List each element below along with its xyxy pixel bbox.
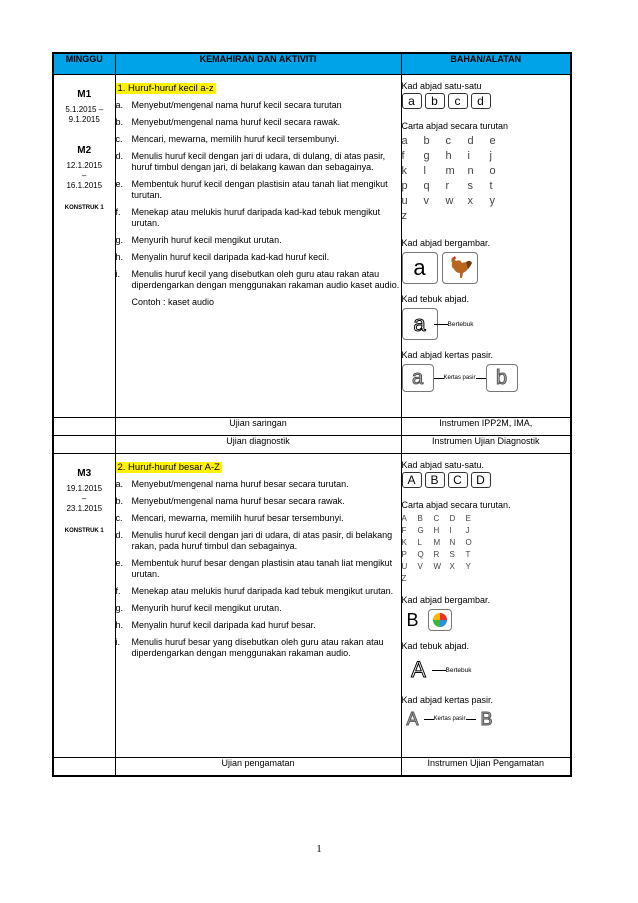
activity-item bbox=[116, 530, 401, 552]
activity-letter: d. bbox=[115, 151, 124, 161]
chart-letter: n bbox=[467, 165, 474, 177]
konstruk-label: KONSTRUK 1 bbox=[64, 205, 104, 211]
activity-letter: h. bbox=[115, 252, 124, 262]
activity-item bbox=[116, 134, 401, 145]
activity-text: Menyalin huruf kecil daripada kad huruf besar. bbox=[131, 620, 316, 630]
kertas-pasir-cards bbox=[402, 709, 571, 729]
activity-item bbox=[116, 558, 401, 580]
activity-letter: i. bbox=[115, 637, 120, 647]
chart-letter: Y bbox=[465, 562, 471, 571]
activity-list bbox=[116, 100, 401, 291]
section-1-row bbox=[53, 75, 571, 418]
activity-letter: b. bbox=[115, 117, 124, 127]
chart-letter: k bbox=[401, 165, 407, 177]
kp-letter: b bbox=[495, 366, 508, 389]
activity-letter: b. bbox=[115, 496, 124, 506]
ball-picture bbox=[428, 609, 452, 631]
activity-text: Menyebut/mengenal nama huruf besar secara rawak. bbox=[131, 496, 345, 506]
chart-letter: t bbox=[489, 180, 493, 192]
activity-text: Mencari, mewarna, memilih huruf kecil tersembunyi. bbox=[131, 134, 340, 144]
kp-label: Kertas pasir bbox=[433, 716, 466, 722]
week-cell-3 bbox=[53, 454, 115, 758]
week-dates bbox=[54, 484, 115, 514]
activity-item bbox=[116, 117, 401, 128]
activity-item bbox=[116, 620, 401, 631]
chart-letter: d bbox=[467, 135, 474, 147]
tebuk-letter-card bbox=[402, 308, 438, 340]
activity-letter: h. bbox=[115, 620, 124, 630]
activity-item bbox=[116, 207, 401, 229]
date-line: 9.1.2015 bbox=[68, 115, 100, 124]
material-label: Carta abjad secara turutan bbox=[401, 121, 509, 131]
material-label: Kad tebuk abjad. bbox=[401, 641, 470, 651]
activity-letter: g. bbox=[115, 235, 124, 245]
page-number: 1 bbox=[316, 843, 322, 855]
activity-letter: e. bbox=[115, 558, 124, 568]
chart-letter: R bbox=[433, 550, 440, 559]
activity-text: Menyebut/mengenal nama huruf kecil secara rawak. bbox=[131, 117, 341, 127]
date-line: – bbox=[82, 494, 87, 503]
ujian-pengamatan: Ujian pengamatan bbox=[115, 758, 401, 777]
chart-letter: l bbox=[423, 165, 426, 177]
chart-letter: L bbox=[417, 538, 422, 547]
chart-letter: p bbox=[401, 180, 408, 192]
activity-item bbox=[116, 269, 401, 291]
tebuk-letter: a bbox=[413, 311, 426, 336]
pointer-line bbox=[466, 719, 476, 720]
contoh-note: Contoh : kaset audio bbox=[131, 297, 215, 307]
activity-letter: e. bbox=[115, 179, 124, 189]
kp-letter: A bbox=[406, 708, 419, 729]
date-line: 12.1.2015 bbox=[66, 161, 103, 170]
footer-row-pengamatan bbox=[53, 758, 571, 777]
letter-card: d bbox=[471, 93, 491, 109]
letter-card: D bbox=[471, 472, 491, 488]
chart-letter: y bbox=[489, 195, 495, 207]
date-line: 23.1.2015 bbox=[66, 504, 103, 513]
chart-letter: z bbox=[401, 210, 407, 222]
activity-item bbox=[116, 179, 401, 201]
empty-cell bbox=[53, 418, 115, 436]
chart-letter: s bbox=[467, 180, 473, 192]
material-label: Kad abjad satu-satu bbox=[401, 81, 482, 91]
activity-letter: i. bbox=[115, 269, 120, 279]
pointer-line bbox=[432, 670, 446, 671]
picture-letter: B bbox=[406, 609, 419, 630]
activity-text: Menyebut/mengenal nama huruf besar secara turutan. bbox=[131, 479, 349, 489]
chart-letter: o bbox=[489, 165, 496, 177]
chart-letter: j bbox=[489, 150, 492, 162]
chart-letter: e bbox=[489, 135, 496, 147]
konstruk-label: KONSTRUK 1 bbox=[64, 528, 104, 534]
picture-letter-card bbox=[402, 252, 438, 284]
activity-letter: a. bbox=[115, 479, 124, 489]
chart-letter: b bbox=[423, 135, 430, 147]
section-2-row bbox=[53, 454, 571, 758]
chart-letter: X bbox=[449, 562, 455, 571]
chart-letter: g bbox=[423, 150, 430, 162]
chart-letter: S bbox=[449, 550, 455, 559]
activity-letter: f. bbox=[115, 586, 121, 596]
picture-letter-card bbox=[402, 610, 424, 630]
activity-item bbox=[116, 496, 401, 507]
activity-text: Mencari, mewarna, memilih huruf besar tersembunyi. bbox=[131, 513, 344, 523]
chart-letter: U bbox=[401, 562, 408, 571]
activity-item bbox=[116, 151, 401, 173]
activity-letter: c. bbox=[115, 134, 123, 144]
week-cell-1 bbox=[53, 75, 115, 418]
chart-letter: F bbox=[401, 526, 407, 535]
footer-row-diagnostik bbox=[53, 436, 571, 454]
activity-text: Membentuk huruf besar dengan plastisin atau tanah liat mengikut urutan. bbox=[131, 558, 393, 579]
activity-letter: d. bbox=[115, 530, 124, 540]
chart-letter: H bbox=[433, 526, 440, 535]
kp-card-b bbox=[486, 364, 518, 392]
chart-letter: v bbox=[423, 195, 429, 207]
empty-cell bbox=[53, 758, 115, 777]
kp-card-a bbox=[402, 364, 434, 392]
week-dates bbox=[54, 105, 115, 125]
chart-letter: r bbox=[445, 180, 450, 192]
chart-letter: C bbox=[433, 514, 440, 523]
tebuk-card bbox=[402, 308, 571, 340]
ball-icon bbox=[432, 612, 448, 628]
activity-item bbox=[116, 479, 401, 490]
chart-letter: A bbox=[401, 514, 407, 523]
materials-cell-1 bbox=[401, 75, 571, 418]
chart-letter: h bbox=[445, 150, 452, 162]
activity-text: Menyebut/mengenal nama huruf kecil secara turutan bbox=[131, 100, 342, 110]
activity-text: Menulis huruf kecil dengan jari di udara, di atas pasir, di belakang rakan, pada huruf timbul dan sebagainya. bbox=[131, 530, 393, 551]
header-row bbox=[53, 53, 571, 75]
chart-letter: I bbox=[449, 526, 452, 535]
chart-letter: a bbox=[401, 135, 408, 147]
chart-letter: c bbox=[445, 135, 451, 147]
topic-title: 1. Huruf-huruf kecil a-z bbox=[117, 83, 214, 94]
date-line: 5.1.2015 – bbox=[65, 105, 104, 114]
activity-text: Membentuk huruf kecil dengan plastisin atau tanah liat mengikut turutan. bbox=[131, 179, 388, 200]
tebuk-label: Bertebuk bbox=[447, 320, 474, 328]
activity-text: Menyurih huruf kecil mengikut urutan. bbox=[131, 603, 282, 613]
lesson-plan-table bbox=[52, 52, 572, 777]
week-label: M3 bbox=[77, 468, 92, 479]
activity-letter: c. bbox=[115, 513, 123, 523]
letter-card: c bbox=[448, 93, 468, 109]
picture-cards bbox=[402, 609, 571, 631]
activity-text: Menekap atau melukis huruf daripada kad tebuk mengikut urutan. bbox=[131, 586, 394, 596]
activities-cell-2 bbox=[115, 454, 401, 758]
header-bahan: BAHAN/ALATAN bbox=[401, 53, 571, 75]
activity-item bbox=[116, 586, 401, 597]
rooster-icon bbox=[446, 255, 474, 281]
chart-letter: D bbox=[449, 514, 456, 523]
tebuk-card bbox=[402, 655, 571, 685]
kp-label: Kertas pasir bbox=[443, 375, 476, 381]
date-line: 19.1.2015 bbox=[66, 484, 103, 493]
kertas-pasir-cards bbox=[402, 364, 571, 392]
activity-letter: a. bbox=[115, 100, 124, 110]
tebuk-letter-card bbox=[402, 655, 436, 685]
chart-letter: B bbox=[417, 514, 423, 523]
activity-item bbox=[116, 235, 401, 246]
activity-item bbox=[116, 603, 401, 614]
letter-card: C bbox=[448, 472, 468, 488]
picture-cards bbox=[402, 252, 571, 284]
chart-letter: w bbox=[445, 195, 454, 207]
header-minggu: MINGGU bbox=[53, 53, 115, 75]
activity-item bbox=[116, 513, 401, 524]
kp-letter: B bbox=[480, 708, 493, 729]
chart-letter: P bbox=[401, 550, 407, 559]
topic-title: 2. Huruf-huruf besar A-Z bbox=[117, 462, 220, 473]
kp-letter: a bbox=[411, 366, 424, 389]
pointer-line bbox=[424, 719, 434, 720]
chart-letter: f bbox=[401, 150, 405, 162]
chart-letter: Q bbox=[417, 550, 424, 559]
activity-text: Menulis huruf besar yang disebutkan oleh guru atau rakan atau diperdengarkan dengan menggunakan rakaman audio. bbox=[131, 637, 384, 658]
ujian-diagnostik: Ujian diagnostik bbox=[115, 436, 401, 454]
activities-cell-1 bbox=[115, 75, 401, 418]
pointer-line bbox=[434, 324, 448, 325]
material-label: Kad tebuk abjad. bbox=[401, 294, 470, 304]
chart-letter: q bbox=[423, 180, 430, 192]
letter-cards bbox=[402, 472, 571, 488]
activity-text: Menulis huruf kecil yang disebutkan oleh guru atau rakan atau diperdengarkan dengan menggunakan rakaman audio kaset audio. bbox=[131, 269, 400, 290]
footer-row-saringan bbox=[53, 418, 571, 436]
date-line: 16.1.2015 bbox=[66, 181, 103, 190]
chart-letter: K bbox=[401, 538, 407, 547]
materials-cell-2 bbox=[401, 454, 571, 758]
activity-text: Menyalin huruf kecil daripada kad-kad huruf kecil. bbox=[131, 252, 330, 262]
chart-letter: M bbox=[433, 538, 441, 547]
chart-letter: Z bbox=[401, 574, 407, 583]
material-label: Kad abjad bergambar. bbox=[401, 238, 491, 248]
activity-list bbox=[116, 479, 401, 659]
kp-card-a bbox=[402, 709, 424, 729]
activity-text: Menyurih huruf kecil mengikut urutan. bbox=[131, 235, 282, 245]
instrumen-pengamatan: Instrumen Ujian Pengamatan bbox=[401, 758, 571, 777]
week-dates bbox=[54, 161, 115, 191]
activity-letter: f. bbox=[115, 207, 121, 217]
kp-card-b bbox=[476, 709, 498, 729]
empty-cell bbox=[53, 436, 115, 454]
chart-letter: O bbox=[465, 538, 472, 547]
letter-cards bbox=[402, 93, 571, 109]
week-label: M1 bbox=[77, 89, 92, 100]
alphabet-chart bbox=[402, 513, 571, 585]
chart-letter: T bbox=[465, 550, 471, 559]
tebuk-label: Bertebuk bbox=[445, 666, 472, 674]
letter-card: A bbox=[402, 472, 422, 488]
pointer-line bbox=[476, 378, 486, 379]
activity-text: Menekap atau melukis huruf daripada kad-kad tebuk mengikut urutan. bbox=[131, 207, 381, 228]
rooster-picture bbox=[442, 252, 478, 284]
letter-card: b bbox=[425, 93, 445, 109]
chart-letter: J bbox=[465, 526, 470, 535]
header-kemahiran: KEMAHIRAN DAN AKTIVITI bbox=[115, 53, 401, 75]
chart-letter: m bbox=[445, 165, 455, 177]
ujian-saringan: Ujian saringan bbox=[115, 418, 401, 436]
chart-letter: G bbox=[417, 526, 424, 535]
chart-letter: W bbox=[433, 562, 442, 571]
letter-card: B bbox=[425, 472, 445, 488]
chart-letter: E bbox=[465, 514, 471, 523]
material-label: Kad abjad kertas pasir. bbox=[401, 695, 494, 705]
pointer-line bbox=[434, 378, 444, 379]
week-label: M2 bbox=[77, 145, 92, 156]
material-label: Kad abjad bergambar. bbox=[401, 595, 491, 605]
tebuk-letter: A bbox=[411, 657, 426, 682]
material-label: Kad abjad kertas pasir. bbox=[401, 350, 494, 360]
chart-letter: u bbox=[401, 195, 408, 207]
picture-letter: a bbox=[413, 255, 426, 280]
chart-letter: N bbox=[449, 538, 456, 547]
activity-item bbox=[116, 637, 401, 659]
date-line: – bbox=[82, 171, 87, 180]
letter-card: a bbox=[402, 93, 422, 109]
alphabet-chart bbox=[402, 134, 571, 224]
chart-letter: x bbox=[467, 195, 473, 207]
activity-item bbox=[116, 252, 401, 263]
chart-letter: i bbox=[467, 150, 470, 162]
chart-letter: V bbox=[417, 562, 423, 571]
instrumen-ipp2m: Instrumen IPP2M, IMA, bbox=[401, 418, 571, 436]
activity-text: Menulis huruf kecil dengan jari di udara, di dulang, di atas pasir, huruf timbul dengan jari, di belakang kawan dan sebagainya. bbox=[131, 151, 386, 172]
activity-letter: g. bbox=[115, 603, 124, 613]
activity-item bbox=[116, 100, 401, 111]
material-label: Carta abjad secara turutan. bbox=[401, 500, 511, 510]
material-label: Kad abjad satu-satu. bbox=[401, 460, 485, 470]
instrumen-diagnostik: Instrumen Ujian Diagnostik bbox=[401, 436, 571, 454]
